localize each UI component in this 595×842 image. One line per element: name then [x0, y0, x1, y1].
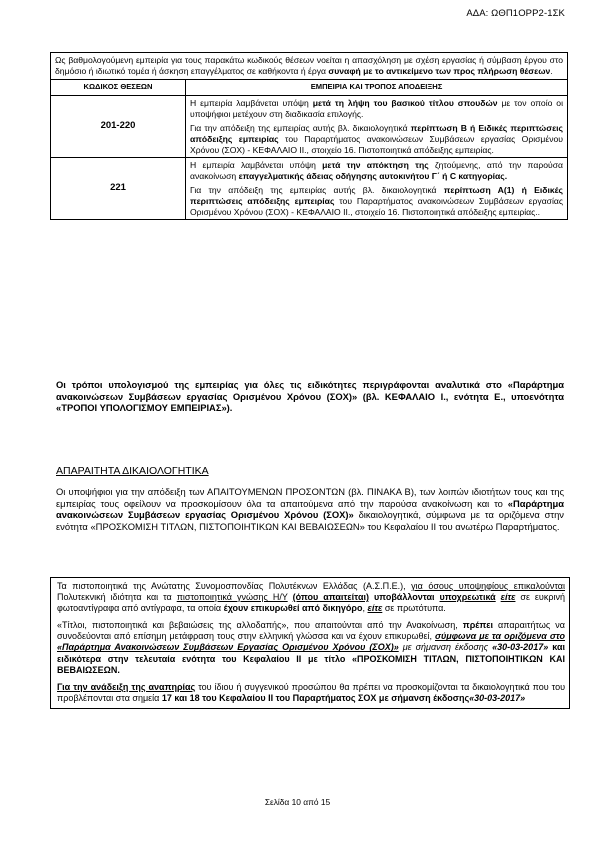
notice-box	[50, 577, 570, 709]
table-row	[51, 96, 568, 158]
header-experience: ΕΜΠΕΙΡΙΑ ΚΑΙ ΤΡΟΠΟΣ ΑΠΟΔΕΙΞΗΣ	[186, 80, 568, 96]
page-number: Σελίδα 10 από 15	[264, 797, 331, 807]
notice-paragraph-certificates: Τα πιστοποιητικά της Ανώτατης Συνομοσπονδίας Πολυτέκνων Ελλάδας (Α.Σ.Π.Ε.), για όσους υποψηφίους επικαλούνται Πολυτεκνική ιδιότητα και τα πιστοποιητικά γνώσης Η/Υ (όπου απαιτείται) υποβάλλονται υποχρεωτικά είτε σε ευκρινή φωτοαντίγραφα από αντίγραφα, τα οποία έχουν επικυρωθεί από δικηγόρο, είτε σε πρωτότυπα.	[57, 581, 566, 614]
table-intro: Ως βαθμολογούμενη εμπειρία για τους παρακάτω κωδικούς θέσεων νοείται η απασχόληση με σχέση εργασίας ή σύμβαση έργου στο δημόσιο ή ιδιωτικό τομέα ή άσκηση επαγγέλματος σε καθήκοντα ή έργα συναφή με το αντικείμενο των προς πλήρωση θέσεων.	[51, 53, 568, 80]
header-code: ΚΩΔΙΚΟΣ ΘΕΣΕΩΝ	[51, 80, 186, 96]
ada-code: ΑΔΑ: ΩΘΠ1ΟΡΡ2-1ΣΚ	[466, 8, 565, 19]
position-code: 221	[51, 158, 186, 220]
required-documents-paragraph: Οι υποψήφιοι για την απόδειξη των ΑΠΑΙΤΟΥΜΕΝΩΝ ΠΡΟΣΟΝΤΩΝ (βλ. ΠΙΝΑΚΑ Β), των λοιπών ιδιοτήτων τους και της εμπειρίας τους οφείλουν να προσκομίσουν όλα τα απαιτούμενα από την παρούσα ανακοίνωση και το «Παράρτημα ανακοινώσεων Συμβάσεων εργασίας Ορισμένου Χρόνου (ΣΟΧ)» δικαιολογητικά, σύμφωνα με τα οριζόμενα στην ενότητα «ΠΡΟΣΚΟΜΙΣΗ ΤΙΤΛΩΝ, ΠΙΣΤΟΠΟΙΗΤΙΚΩΝ ΚΑΙ ΒΕΒΑΙΩΣΕΩΝ» του Κεφαλαίου ΙΙ του ανωτέρω Παραρτήματος.	[56, 486, 564, 533]
notice-paragraph-disability: Για την ανάδειξη της αναπηρίας του ίδιου ή συγγενικού προσώπου θα πρέπει να προσκομίζονται τα δικαιολογητικά που του προβλέπονται στα σημεία 17 και 18 του Κεφαλαίου ΙΙ του Παραρτήματος ΣΟΧ με σήμανση έκδοσης«30-03-2017»	[57, 681, 565, 703]
experience-description: Η εμπειρία λαμβάνεται υπόψη μετά την απόκτηση της ζητούμενης, από την παρούσα ανακοίνωση επαγγελματικής άδειας οδήγησης αυτοκινήτου Γ΄ ή C κατηγορίας. Για την απόδειξη της εμπειρίας αυτής βλ. δικαιολογητικά περίπτωση Α(1) ή Ειδικές περιπτώσεις απόδειξης εμπειρίας του Παραρτήματος ανακοινώσεων Συμβάσεων εργασίας Ορισμένου Χρόνου (ΣΟΧ) - ΚΕΦΑΛΑΙΟ ΙΙ., στοιχείο 16. Πιστοποιητικά απόδειξης εμπειρίας..	[186, 158, 568, 220]
experience-table	[50, 52, 568, 220]
notice-paragraph-foreign-titles: «Τίτλοι, πιστοποιητικά και βεβαιώσεις της αλλοδαπής», που απαιτούνται από την Ανακοίνωση, πρέπει απαραιτήτως να συνοδεύονται από επίσημη μετάφραση τους στην ελληνική γλώσσα και να έχουν επικυρωθεί, σύμφωνα με τα οριζόμενα στο «Παράρτημα Ανακοινώσεων Συμβάσεων Εργασίας Ορισμένου Χρόνου (ΣΟΧ)» με σήμανση έκδοσης «30-03-2017» και ειδικότερα στην τελευταία ενότητα του Κεφαλαίου ΙΙ με τίτλο «ΠΡΟΣΚΟΜΙΣΗ ΤΙΤΛΩΝ, ΠΙΣΤΟΠΟΙΗΤΙΚΩΝ ΚΑΙ ΒΕΒΑΙΩΣΕΩΝ.	[57, 620, 565, 675]
table-row	[51, 158, 568, 220]
experience-description: Η εμπειρία λαμβάνεται υπόψη μετά τη λήψη του βασικού τίτλου σπουδών με τον οποίο οι υποψήφιοι μετέχουν στη διαδικασία επιλογής. Για την απόδειξη της εμπειρίας αυτής βλ. δικαιολογητικά περίπτωση Β ή Ειδικές περιπτώσεις απόδειξης εμπειρίας του Παραρτήματος ανακοινώσεων Συμβάσεων εργασίας Ορισμένου Χρόνου (ΣΟΧ) - ΚΕΦΑΛΑΙΟ ΙΙ., στοιχείο 16. Πιστοποιητικά απόδειξης εμπειρίας.	[186, 96, 568, 158]
experience-calculation-paragraph: Οι τρόποι υπολογισμού της εμπειρίας για όλες τις ειδικότητες περιγράφονται αναλυτικά στο «Παράρτημα ανακοινώσεων Συμβάσεων εργασίας Ορισμένου Χρόνου (ΣΟΧ)» (βλ. ΚΕΦΑΛΑΙΟ Ι., ενότητα Ε., υποενότητα «ΤΡΟΠΟΙ ΥΠΟΛΟΓΙΣΜΟΥ ΕΜΠΕΙΡΙΑΣ»).	[56, 379, 564, 414]
required-documents-heading: ΑΠΑΡΑΙΤΗΤΑ ΔΙΚΑΙΟΛΟΓΗΤΙΚΑ	[56, 465, 209, 477]
position-code: 201-220	[51, 96, 186, 158]
